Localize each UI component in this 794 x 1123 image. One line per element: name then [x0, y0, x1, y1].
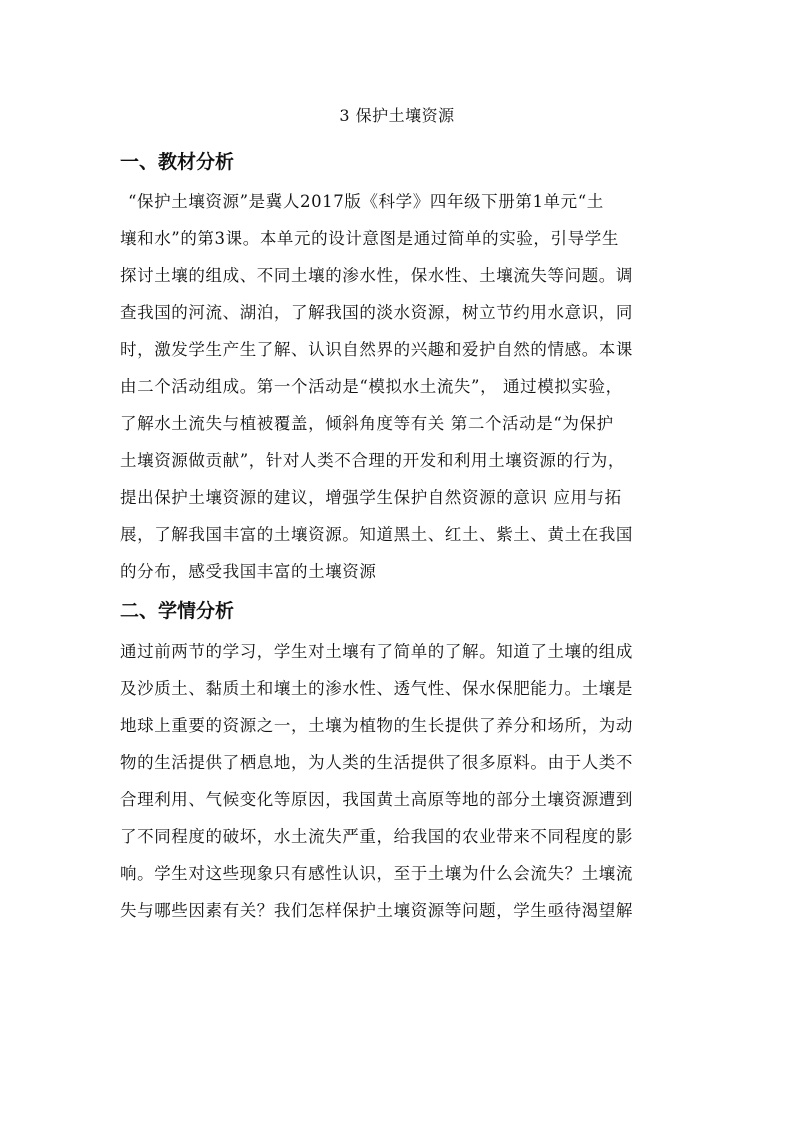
- paragraph-line: 壤和水”的第3课。本单元的设计意图是通过简单的实验，引导学生: [120, 229, 619, 248]
- paragraph-line: 失与哪些因素有关？我们怎样保护土壤资源等问题，学生亟待渴望解: [120, 901, 633, 920]
- paragraph-line: 探讨土壤的组成、不同土壤的渗水性，保水性、土壤流失等问题。调: [120, 266, 633, 285]
- paragraph-line: 了解水土流失与植被覆盖，倾斜角度等有关 第二个活动是“为保护: [120, 414, 614, 433]
- paragraph-line: 响。学生对这些现象只有感性认识，至于土壤为什么会流失？土壤流: [120, 864, 633, 883]
- section-heading-textbook-analysis: 一、教材分析: [120, 151, 235, 173]
- paragraph-line: 通过前两节的学习，学生对土壤有了简单的了解。知道了土壤的组成: [120, 642, 633, 661]
- paragraph-line: 合理利用、气候变化等原因，我国黄土高原等地的部分土壤资源遭到: [120, 790, 633, 809]
- paragraph-line: 提出保护土壤资源的建议，增强学生保护自然资源的意识 应用与拓: [120, 488, 622, 507]
- paragraph-line: “保护土壤资源”是冀人2017版《科学》四年级下册第1单元“土: [128, 192, 604, 211]
- document-title: 3 保护土壤资源: [339, 106, 455, 125]
- paragraph-line: 物的生活提供了栖息地，为人类的生活提供了很多原料。由于人类不: [120, 753, 633, 772]
- section-heading-student-analysis: 二、学情分析: [120, 600, 235, 622]
- paragraph-line: 了不同程度的破坏，水土流失严重，给我国的农业带来不同程度的影: [120, 827, 633, 846]
- paragraph-line: 地球上重要的资源之一，土壤为植物的生长提供了养分和场所，为动: [120, 716, 633, 735]
- paragraph-line: 由二个活动组成。第一个活动是“模拟水土流失”， 通过模拟实验，: [120, 377, 623, 396]
- paragraph-line: 土壤资源做贡献”，针对人类不合理的开发和利用土壤资源的行为，: [120, 451, 625, 470]
- paragraph-line: 时，激发学生产生了解、认识自然界的兴趣和爱护自然的情感。本课: [120, 340, 633, 359]
- paragraph-line: 查我国的河流、湖泊，了解我国的淡水资源，树立节约用水意识，同: [120, 303, 633, 322]
- paragraph-line: 展，了解我国丰富的土壤资源。知道黑土、红土、紫土、黄土在我国: [120, 525, 633, 544]
- paragraph-line: 及沙质土、黏质土和壤土的渗水性、透气性、保水保肥能力。土壤是: [120, 679, 633, 698]
- paragraph-line: 的分布，感受我国丰富的土壤资源: [120, 562, 377, 581]
